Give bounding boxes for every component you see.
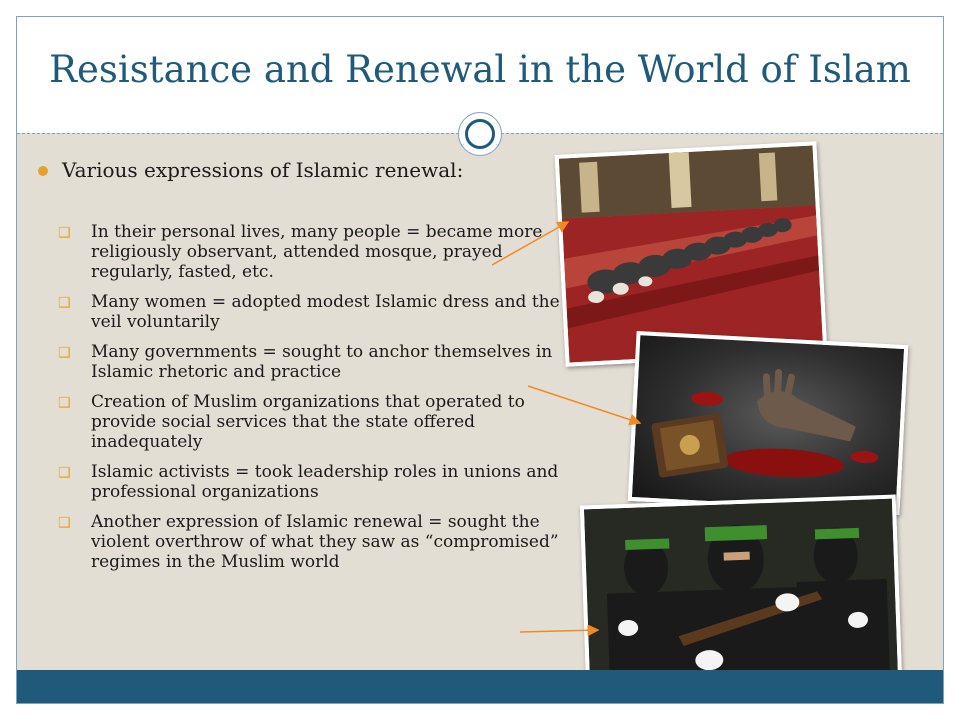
square-bullet-icon: ❑ <box>58 395 71 411</box>
sub-bullet-text: In their personal lives, many people = became more religiously observant, attended mosque, prayed regularly, fasted, etc. <box>91 222 543 282</box>
square-bullet-icon: ❑ <box>58 515 71 531</box>
slide-title: Resistance and Renewal in the World of Islam <box>49 48 911 91</box>
arrow-2 <box>528 386 640 423</box>
square-bullet-icon: ❑ <box>58 225 71 241</box>
arrow-1 <box>492 222 568 265</box>
sub-bullet-text: Many governments = sought to anchor themselves in Islamic rhetoric and practice <box>91 342 553 382</box>
footer-bar <box>17 670 943 703</box>
arrow-3 <box>520 630 598 632</box>
sub-bullet-text: Another expression of Islamic renewal = sought the violent overthrow of what they saw as “compromised” regimes in the Muslim world <box>91 512 559 572</box>
sub-bullet-text: Creation of Muslim organizations that operated to provide social services that the state offered inadequately <box>91 392 525 452</box>
square-bullet-icon: ❑ <box>58 345 71 361</box>
square-bullet-icon: ❑ <box>58 465 71 481</box>
main-bullet-text: Various expressions of Islamic renewal: <box>62 158 464 182</box>
sub-bullet-text: Many women = adopted modest Islamic dress and the veil voluntarily <box>91 292 560 332</box>
sub-bullet-text: Islamic activists = took leadership roles in unions and professional organizations <box>91 462 559 502</box>
square-bullet-icon: ❑ <box>58 295 71 311</box>
